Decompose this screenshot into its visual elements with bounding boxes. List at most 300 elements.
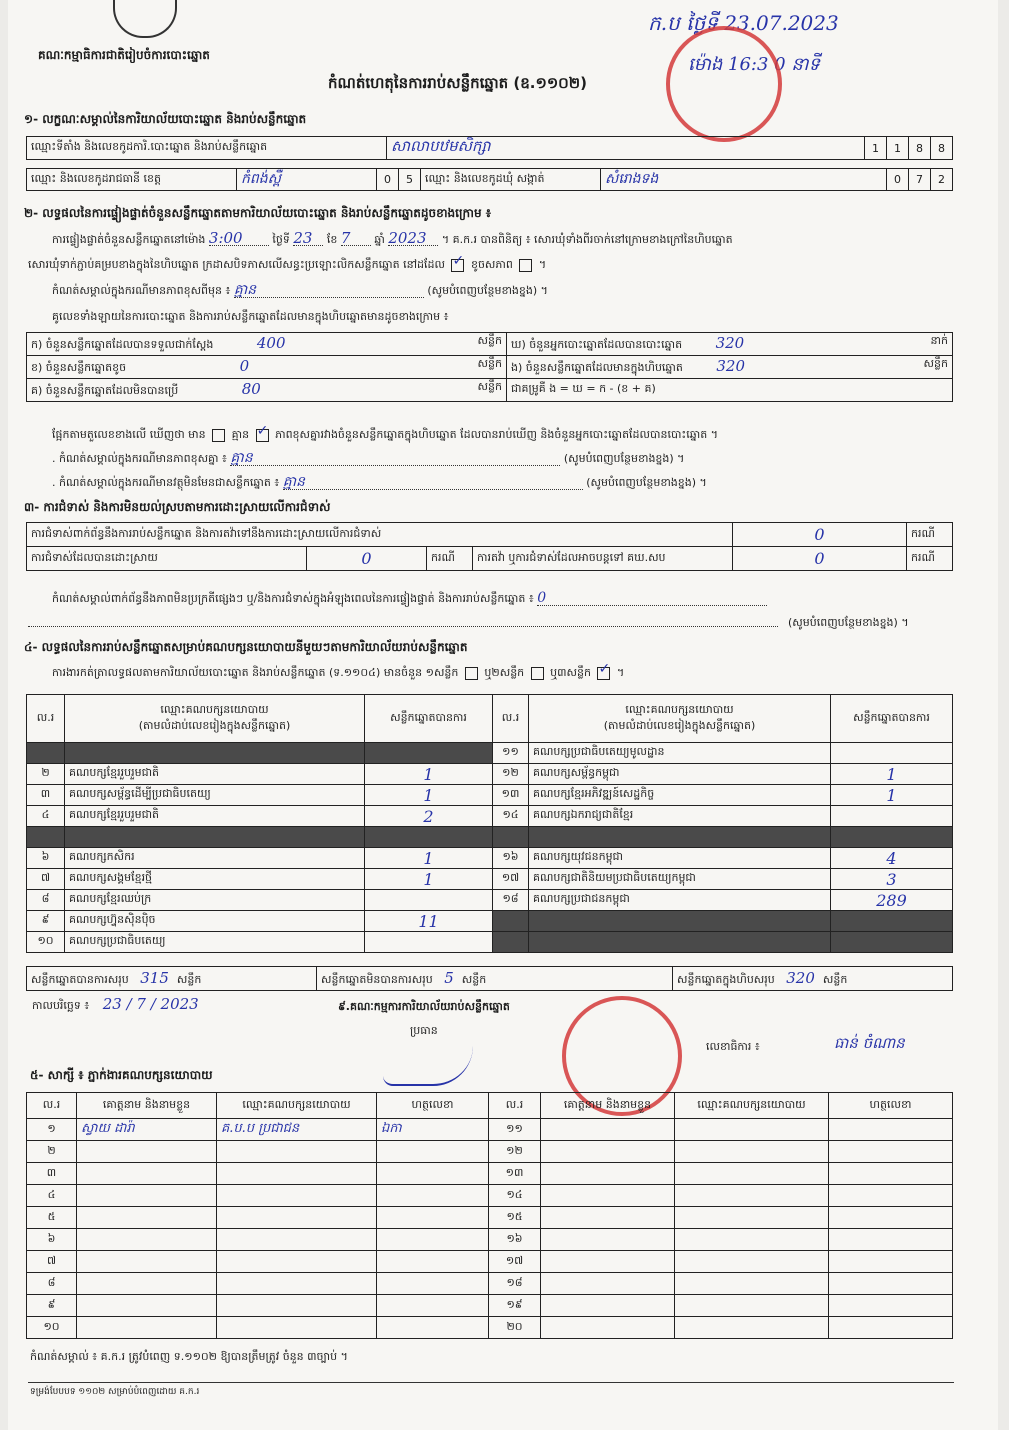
party-votes-field[interactable] <box>831 932 953 953</box>
appeal-count[interactable]: 0 <box>733 547 907 571</box>
objections-table <box>26 522 953 571</box>
col-no-header: ល.រ <box>27 695 65 743</box>
party-number: ១៨ <box>493 890 529 911</box>
case-unit: ករណី <box>427 547 473 571</box>
party-name: គណបក្សប្រជាធិបតេយ្យ <box>65 932 365 953</box>
witness-signature-field[interactable] <box>377 1273 489 1295</box>
witness-number: ១៥ <box>489 1207 541 1229</box>
party-votes-field[interactable] <box>365 932 493 953</box>
party-votes-field[interactable] <box>831 911 953 932</box>
date-label: កាលបរិច្ឆេទ ៖ <box>32 999 90 1012</box>
committee-name: គណៈកម្មាធិការជាតិរៀបចំការបោះឆ្នោត <box>38 48 210 62</box>
witness-number: ១១ <box>489 1119 541 1141</box>
irregularity-note-tail: (សូមបំពេញបន្ថែមខាងខ្នង) ។ <box>788 616 909 629</box>
witness-party-field[interactable] <box>217 1251 377 1273</box>
unused-label: គ) ចំនួនសន្លឹកឆ្នោតដែលមិនបានប្រើ <box>31 384 179 397</box>
foreign-object-label: . កំណត់សម្គាល់ក្នុងករណីមានវត្ថុមិនមែនជាសន្លឹកឆ្នោត ៖ <box>52 476 280 489</box>
party-number: ២ <box>27 764 65 785</box>
witness-number: ១៩ <box>489 1295 541 1317</box>
handwritten-date: ក.ប ថ្ងៃទី 23.07.2023 <box>648 11 839 35</box>
table-row <box>27 785 953 806</box>
party-name: គណបក្សយុវជនកម្ពុជា <box>529 848 831 869</box>
witness-col-party: ឈ្មោះគណបក្សនយោបាយ <box>675 1093 829 1119</box>
verify-label: ការផ្ទៀងផ្ទាត់ចំនួនសន្លឹកឆ្នោតនៅម៉ោង <box>52 233 206 246</box>
party-votes-field[interactable] <box>365 827 493 848</box>
date-field[interactable]: 23 / 7 / 2023 <box>102 995 199 1013</box>
table-row <box>27 1273 953 1295</box>
party-number: ៦ <box>27 848 65 869</box>
witness-number: ១៨ <box>489 1273 541 1295</box>
witness-signature-field[interactable] <box>377 1317 489 1339</box>
foreign-object-note-line <box>52 476 707 490</box>
province-code-digit[interactable]: 5 <box>399 169 421 191</box>
table-row <box>27 932 953 953</box>
seal-condition-text: សោរឃុំទាក់ភ្ជាប់គម្របខាងក្នុងនៃហិបឆ្នោត ក្រដាសបិទភាសលើសន្ធះប្រឡោះលិកសន្លឹកឆ្នោត នៅដដែល <box>28 258 445 271</box>
witness-name-field[interactable] <box>77 1185 217 1207</box>
appeal-label: ការតវ៉ា ឬការជំទាស់ដែលអាចបន្តទៅ គឃ.សប <box>473 547 733 571</box>
discrepancy-note-line <box>52 452 684 466</box>
footer-note: កំណត់សម្គាល់ ៖ គ.ក.រ ត្រូវបំពេញ ទ.១១០២ ឱ្យបានត្រឹមត្រូវ ចំនួន ៣ច្បាប់ ។ <box>30 1350 348 1363</box>
witness-name-field[interactable] <box>541 1229 675 1251</box>
one-sheet-label: ការងារកត់ត្រាលទ្ធផលតាមការិយាល័យបោះឆ្នោត និងរាប់សន្លឹកឆ្នោត (ទ.១១០៤) មានចំនួន ១សន្លឹក <box>52 666 459 679</box>
station-code-digit[interactable]: 8 <box>909 137 931 160</box>
witness-signature-field[interactable] <box>377 1229 489 1251</box>
witness-signature-field[interactable] <box>829 1185 953 1207</box>
party-header-title: ឈ្មោះគណបក្សនយោបាយ <box>625 702 734 716</box>
commune-code-digit[interactable]: 0 <box>887 169 909 191</box>
witness-signature-field[interactable] <box>829 1251 953 1273</box>
difference-note-line <box>52 284 548 298</box>
formula: ជាគម្រូគឺ ង = ឃ = ក - (ខ + គ) <box>507 379 953 402</box>
party-votes-field[interactable] <box>365 890 493 911</box>
party-name <box>529 827 831 848</box>
witness-signature-field[interactable] <box>377 1207 489 1229</box>
station-label: ឈ្មោះទីតាំង និងលេខកូដការិ.បោះឆ្នោត និងរាប់សន្លឹកឆ្នោត <box>27 137 387 160</box>
party-header-title: ឈ្មោះគណបក្សនយោបាយ <box>160 702 269 716</box>
received-label: ក) ចំនួនសន្លឹកឆ្នោតដែលបានទទួលជាក់ស្តែង <box>31 338 214 351</box>
table-row <box>27 827 953 848</box>
witness-party-field[interactable] <box>217 1207 377 1229</box>
table-row <box>27 1207 953 1229</box>
witness-name-field[interactable] <box>77 1251 217 1273</box>
witness-party-field[interactable] <box>675 1163 829 1185</box>
witness-signature-field[interactable]: ឯកា <box>377 1119 489 1141</box>
witness-number: ១៧ <box>489 1251 541 1273</box>
secretary-name[interactable]: ធាន់ ចំណាន <box>834 1034 905 1052</box>
committee-signature-title: ៩.គណៈកម្មការការិយាល័យរាប់សន្លឹកឆ្នោត <box>338 1000 510 1013</box>
note-tail: (សូមបំពេញបន្ថែមខាងខ្នង) ។ <box>563 452 685 465</box>
witness-number: ៥ <box>27 1207 77 1229</box>
chair-label: ប្រធាន <box>410 1024 438 1037</box>
party-votes-field[interactable]: 1 <box>831 785 953 806</box>
handwritten-time: ម៉ោង 16:3 0 នាទី <box>688 54 820 75</box>
witness-col-signature: ហត្ថលេខា <box>829 1093 953 1119</box>
party-number: ១៦ <box>493 848 529 869</box>
witness-name-field[interactable] <box>541 1119 675 1141</box>
party-votes-field[interactable] <box>365 743 493 764</box>
witness-party-field[interactable] <box>217 1141 377 1163</box>
irregularity-note-label: កំណត់សម្គាល់ពាក់ព័ន្ធនឹងភាពមិនប្រក្រតីផ្សេងៗ ឬ/និងការជំទាស់ក្នុងអំឡុងពេលនៃការផ្ទៀងផ្ទាត់ និងការរាប់សន្លឹកឆ្នោត ៖ <box>52 592 534 605</box>
witness-party-field[interactable] <box>675 1295 829 1317</box>
ballot-count-report-sheet <box>8 0 998 1430</box>
col-party-header <box>65 695 365 743</box>
tally-sheet-count-line: ការងារកត់ត្រាលទ្ធផលតាមការិយាល័យបោះឆ្នោត និងរាប់សន្លឹកឆ្នោត (ទ.១១០៤) មានចំនួន ១សន្លឹក ឬ២សន្លឹក ឬ៣សន្លឹក ✓ ។ <box>52 666 624 680</box>
three-sheet-checkbox[interactable] <box>597 667 610 680</box>
damaged-label: ខូចសភាព <box>470 258 513 271</box>
witness-name-field[interactable] <box>541 1317 675 1339</box>
witness-col-name: គោត្តនាម និងនាមខ្លួន <box>541 1093 675 1119</box>
col-votes-header: សន្លឹកឆ្នោតបានការ <box>831 695 953 743</box>
note-tail: (សូមបំពេញបន្ថែមខាងខ្នង) ។ <box>586 476 707 489</box>
party-votes-field[interactable] <box>831 827 953 848</box>
party-number: ១១ <box>493 743 529 764</box>
table-row <box>27 1163 953 1185</box>
party-name: គណបក្សជាតិនិយមប្រជាធិបតេយ្យកម្ពុជា <box>529 869 831 890</box>
witness-number: ១ <box>27 1119 77 1141</box>
voters-field[interactable]: 320 <box>715 334 745 352</box>
case-unit: ករណី <box>907 523 953 547</box>
verify-text: ។ គ.ក.រ បានពិនិត្យ ៖ សោរឃុំទាំងពីរចាក់នៅក្រោមខាងក្រៅនៃហិបឆ្នោត <box>441 233 733 246</box>
station-name-field[interactable]: សាលាបឋមសិក្សា <box>387 137 865 160</box>
unit: សន្លឹក <box>461 972 487 986</box>
witness-party-field[interactable] <box>217 1273 377 1295</box>
party-number: ៤ <box>27 806 65 827</box>
table-row <box>27 890 953 911</box>
table-row <box>27 1119 953 1141</box>
party-name: គណបក្សខ្មែររួបរួមជាតិ <box>65 764 365 785</box>
month-label: ខែ <box>326 233 338 246</box>
difference-note-field[interactable]: គ្មាន <box>234 284 424 298</box>
total-invalid-label: សន្លឹកឆ្នោតមិនបានការសរុប <box>321 972 433 986</box>
form-code: ទម្រង់បែបបទ ១១០២ សម្រាប់បំពេញដោយ គ.ក.រ <box>30 1387 200 1397</box>
verification-time-line <box>52 229 982 247</box>
party-header-sub: (តាមលំដាប់លេខរៀងក្នុងសន្លឹកឆ្នោត) <box>138 718 291 732</box>
party-votes-field[interactable]: 2 <box>365 806 493 827</box>
party-votes-field[interactable] <box>831 743 953 764</box>
station-code-digit[interactable]: 1 <box>887 137 909 160</box>
witness-number: ៩ <box>27 1295 77 1317</box>
discrepancy-note-field[interactable]: គ្មាន <box>230 452 560 466</box>
party-name: គណបក្សឯករាជ្យជាតិខ្មែរ <box>529 806 831 827</box>
witness-signature-field[interactable] <box>829 1229 953 1251</box>
in-box-label: ង) ចំនួនសន្លឹកឆ្នោតដែលមានក្នុងហិបឆ្នោត <box>511 361 683 374</box>
witness-name-field[interactable] <box>541 1163 675 1185</box>
witness-number: ៨ <box>27 1273 77 1295</box>
party-votes-field[interactable]: 3 <box>831 869 953 890</box>
witness-signature-field[interactable] <box>829 1295 953 1317</box>
table-row <box>27 1141 953 1163</box>
irregularity-dotted-line <box>28 626 778 627</box>
party-number <box>493 827 529 848</box>
foreign-object-field[interactable]: គ្មាន <box>283 476 583 490</box>
witness-name-field[interactable] <box>77 1295 217 1317</box>
station-identity-table <box>26 136 953 160</box>
unit: សន្លឹក <box>477 380 502 393</box>
difference-note-tail: (សូមបំពេញបន្ថែមខាងខ្នង) ។ <box>427 284 548 297</box>
party-number <box>27 743 65 764</box>
station-code-digit[interactable]: 8 <box>931 137 953 160</box>
witness-number: ៣ <box>27 1163 77 1185</box>
section3-heading: ៣- ការជំទាស់ និងការមិនយល់ស្របតាមការដោះស្រាយលើការជំទាស់ <box>24 500 331 514</box>
col-no-header: ល.រ <box>493 695 529 743</box>
party-number: ១០ <box>27 932 65 953</box>
discrepancy-note-label: . កំណត់សម្គាល់ក្នុងករណីមានភាពខុសគ្នា ៖ <box>52 452 227 465</box>
party-votes-field[interactable]: 4 <box>831 848 953 869</box>
witness-party-field[interactable] <box>217 1317 377 1339</box>
irregularity-note-line <box>52 592 767 606</box>
party-votes-field[interactable]: 1 <box>365 869 493 890</box>
year-label: ឆ្នាំ <box>374 233 385 246</box>
resolved-count[interactable]: 0 <box>307 547 427 571</box>
total-valid-field[interactable]: 315 <box>140 968 169 987</box>
table-row <box>27 1251 953 1273</box>
irregularity-note-field[interactable]: 0 <box>537 592 767 606</box>
party-votes-field[interactable]: 1 <box>365 848 493 869</box>
witness-signature-field[interactable] <box>829 1163 953 1185</box>
witness-name-field[interactable] <box>77 1163 217 1185</box>
discrepancy-no-label: គ្មាន <box>231 428 250 441</box>
witness-party-field[interactable] <box>217 1163 377 1185</box>
total-valid-label: សន្លឹកឆ្នោតបានការសរុប <box>31 972 129 986</box>
objection-count[interactable]: 0 <box>733 523 907 547</box>
witness-number: ១៦ <box>489 1229 541 1251</box>
witness-name-field[interactable] <box>77 1229 217 1251</box>
total-box-field[interactable]: 320 <box>786 968 815 987</box>
party-votes-field[interactable]: 1 <box>831 764 953 785</box>
table-row <box>27 1317 953 1339</box>
two-sheet-label: ឬ២សន្លឹក <box>484 666 525 679</box>
province-code-digit[interactable]: 0 <box>377 169 399 191</box>
chair-signature <box>383 1036 473 1086</box>
three-sheet-label: ឬ៣សន្លឹក <box>550 666 591 679</box>
party-votes-field[interactable] <box>831 806 953 827</box>
party-name: គណបក្សសម្ព័ន្ធកម្ពុជា <box>529 764 831 785</box>
verify-time-field[interactable]: 3:00 <box>209 232 269 246</box>
witness-party-field[interactable] <box>675 1273 829 1295</box>
witness-name-field[interactable] <box>541 1251 675 1273</box>
witness-name-field[interactable] <box>77 1207 217 1229</box>
one-sheet-checkbox[interactable] <box>465 667 478 680</box>
witness-name-field[interactable] <box>541 1185 675 1207</box>
day-label: ថ្ងៃទី <box>272 233 290 246</box>
discrepancy-text: ភាពខុសគ្នារវាងចំនួនសន្លឹកឆ្នោតក្នុងហិបឆ្នោត ដែលបានរាប់ឃើញ និងចំនួនអ្នកបោះឆ្នោតដែលបានបោះឆ្នោត ។ <box>275 428 718 441</box>
case-unit: ករណី <box>907 547 953 571</box>
official-stamp-top <box>666 26 782 142</box>
spoiled-field[interactable]: 0 <box>239 357 250 375</box>
table-row <box>27 869 953 890</box>
objection-label: ការជំទាស់ពាក់ព័ន្ធនឹងការរាប់សន្លឹកឆ្នោត និងការតវ៉ាទៅនឹងការដោះស្រាយលើការជំទាស់ <box>27 523 733 547</box>
table-row <box>27 911 953 932</box>
party-number: ៨ <box>27 890 65 911</box>
party-header-sub: (តាមលំដាប់លេខរៀងក្នុងសន្លឹកឆ្នោត) <box>603 718 756 732</box>
party-name: គណបក្សសម្ព័ន្ធដើម្បីប្រជាធិបតេយ្យ <box>65 785 365 806</box>
ballot-figures-table <box>26 332 953 402</box>
discrepancy-yes-label: ផ្អែកតាមតួលេខខាងលើ ឃើញថា មាន <box>52 428 206 441</box>
table-row <box>27 764 953 785</box>
secretary-label: លេខាធិការ ៖ <box>706 1040 760 1053</box>
witness-number: ១២ <box>489 1141 541 1163</box>
witness-signature-field[interactable] <box>377 1185 489 1207</box>
difference-note-label: កំណត់សម្គាល់ក្នុងករណីមានភាពខុសពីមុន ៖ <box>52 284 231 297</box>
witness-name-field[interactable] <box>77 1141 217 1163</box>
party-number: ៩ <box>27 911 65 932</box>
party-name <box>529 932 831 953</box>
section5-heading: ៥- សាក្សី ៖ ភ្នាក់ងារគណបក្សនយោបាយ <box>30 1068 213 1082</box>
province-label: ឈ្មោះ និងលេខកូដរាជធានី ខេត្ត <box>27 169 237 191</box>
damaged-checkbox[interactable] <box>519 259 532 272</box>
witness-name-field[interactable] <box>77 1273 217 1295</box>
witness-col-no: ល.រ <box>489 1093 541 1119</box>
resolved-label: ការជំទាស់ដែលបានដោះស្រាយ <box>27 547 307 571</box>
verify-year-field[interactable]: 2023 <box>388 232 438 246</box>
party-votes-field[interactable]: 289 <box>831 890 953 911</box>
witness-number: ៤ <box>27 1185 77 1207</box>
party-number: ១៧ <box>493 869 529 890</box>
totals-table <box>26 966 953 991</box>
spoiled-label: ខ) ចំនួនសន្លឹកឆ្នោតខូច <box>31 361 127 374</box>
party-votes-field[interactable]: 11 <box>365 911 493 932</box>
col-votes-header: សន្លឹកឆ្នោតបានការ <box>365 695 493 743</box>
witness-signature-field[interactable] <box>377 1295 489 1317</box>
col-party-header <box>529 695 831 743</box>
unit: នាក់ <box>930 334 948 347</box>
discrepancy-no-checkbox[interactable] <box>256 429 269 442</box>
commune-code-digit[interactable]: 2 <box>931 169 953 191</box>
witness-name-field[interactable] <box>541 1295 675 1317</box>
total-box-label: សន្លឹកឆ្នោតក្នុងហិបសរុប <box>677 972 775 986</box>
party-name <box>65 827 365 848</box>
witness-name-field[interactable]: ស្វាយ ដារ៉ា <box>77 1119 217 1141</box>
discrepancy-check-line <box>52 428 718 442</box>
witness-signature-field[interactable] <box>829 1141 953 1163</box>
party-name: គណបក្សប្រជាជនកម្ពុជា <box>529 890 831 911</box>
witness-col-signature: ហត្ថលេខា <box>377 1093 489 1119</box>
party-name: គណបក្សប្រជាធិបតេយ្យមូលដ្ឋាន <box>529 743 831 764</box>
party-number: ១២ <box>493 764 529 785</box>
verify-day-field[interactable]: 23 <box>293 232 323 246</box>
witness-signature-field[interactable] <box>829 1207 953 1229</box>
witness-name-field[interactable] <box>541 1273 675 1295</box>
witness-table <box>26 1092 953 1339</box>
witness-party-field[interactable] <box>675 1317 829 1339</box>
unit: សន្លឹក <box>176 972 202 986</box>
witness-party-field[interactable] <box>675 1251 829 1273</box>
witness-number: ២ <box>27 1141 77 1163</box>
witness-party-field[interactable] <box>217 1185 377 1207</box>
footer-rule <box>28 1382 954 1383</box>
unit: សន្លឹក <box>477 334 502 347</box>
figures-intro: គូលេខទាំងឡាយនៃការបោះឆ្នោត និងការរាប់សន្លឹកឆ្នោតដែលមានក្នុងហិបឆ្នោតមានដូចខាងក្រោម ៖ <box>52 310 449 323</box>
party-number <box>493 932 529 953</box>
witness-signature-field[interactable] <box>377 1251 489 1273</box>
two-sheet-checkbox[interactable] <box>531 667 544 680</box>
unused-field[interactable]: 80 <box>241 380 261 398</box>
table-row <box>27 1295 953 1317</box>
witness-signature-field[interactable] <box>377 1141 489 1163</box>
voters-label: ឃ) ចំនួនអ្នកបោះឆ្នោតដែលបានបោះឆ្នោត <box>511 338 683 351</box>
verify-month-field[interactable]: 7 <box>341 232 371 246</box>
witness-number: ១៣ <box>489 1163 541 1185</box>
table-row <box>27 1229 953 1251</box>
witness-name-field[interactable] <box>77 1317 217 1339</box>
party-number: ៧ <box>27 869 65 890</box>
table-row <box>27 806 953 827</box>
witness-col-no: ល.រ <box>27 1093 77 1119</box>
witness-signature-field[interactable] <box>829 1273 953 1295</box>
party-number: ៣ <box>27 785 65 806</box>
party-name <box>529 911 831 932</box>
witness-name-field[interactable] <box>541 1141 675 1163</box>
party-name <box>65 743 365 764</box>
discrepancy-yes-checkbox[interactable] <box>212 429 225 442</box>
witness-party-field[interactable] <box>675 1207 829 1229</box>
witness-number: ២០ <box>489 1317 541 1339</box>
party-number <box>493 911 529 932</box>
party-name: គណបក្សខ្មែររួបរួមជាតិ <box>65 806 365 827</box>
report-title: កំណត់ហេតុនៃការរាប់សន្លឹកឆ្នោត (ឧ.១១០២) <box>328 74 588 92</box>
witness-number: ៧ <box>27 1251 77 1273</box>
party-number: ១៤ <box>493 806 529 827</box>
witness-party-field[interactable] <box>675 1229 829 1251</box>
table-row <box>27 848 953 869</box>
witness-col-name: គោត្តនាម និងនាមខ្លួន <box>77 1093 217 1119</box>
emblem-logo <box>113 0 177 38</box>
witness-party-field[interactable] <box>675 1141 829 1163</box>
section2-heading: ២- លទ្ធផលនៃការផ្ទៀងផ្ទាត់ចំនួនសន្លឹកឆ្នោតតាមការិយាល័យបោះឆ្នោត និងរាប់សន្លឹកឆ្នោតដូចខាងក្រោម ៖ <box>24 206 492 220</box>
witness-number: ១០ <box>27 1317 77 1339</box>
witness-name-field[interactable] <box>541 1207 675 1229</box>
total-invalid-field[interactable]: 5 <box>444 968 454 987</box>
received-field[interactable]: 400 <box>256 334 286 352</box>
witness-party-field[interactable] <box>675 1119 829 1141</box>
party-name: គណបក្សកសិករ <box>65 848 365 869</box>
station-code-digit[interactable]: 1 <box>865 137 887 160</box>
in-box-field[interactable]: 320 <box>716 357 746 375</box>
party-name: គណបក្សហ្វ៊ុនស៊ិនប៉ិច <box>65 911 365 932</box>
section4-heading: ៤- លទ្ធផលនៃការរាប់សន្លឹកឆ្នោតសម្រាប់គណបក្សនយោបាយនីមួយៗតាមការិយាល័យរាប់សន្លឹកឆ្នោត <box>24 640 468 654</box>
unchanged-checkbox[interactable] <box>451 259 464 272</box>
party-votes-field[interactable]: 1 <box>365 785 493 806</box>
date-line <box>32 995 199 1013</box>
seal-condition-line: សោរឃុំទាក់ភ្ជាប់គម្របខាងក្នុងនៃហិបឆ្នោត ក្រដាសបិទភាសលើសន្ធះប្រឡោះលិកសន្លឹកឆ្នោត នៅដដែល ✓ ខូចសភាព ។ <box>28 258 546 272</box>
province-field[interactable]: កំពង់ស្ពឺ <box>237 169 377 191</box>
witness-signature-field[interactable] <box>829 1317 953 1339</box>
party-name: គណបក្សខ្មែរឈប់ក្រ <box>65 890 365 911</box>
party-number <box>27 827 65 848</box>
unit: សន្លឹក <box>822 972 848 986</box>
commune-label: ឈ្មោះ និងលេខកូដឃុំ សង្កាត់ <box>421 169 601 191</box>
province-commune-table <box>26 168 953 191</box>
witness-number: ១៤ <box>489 1185 541 1207</box>
witness-party-field[interactable] <box>217 1229 377 1251</box>
commune-code-digit[interactable]: 7 <box>909 169 931 191</box>
unit: សន្លឹក <box>923 357 948 370</box>
commune-field[interactable]: សំរោងទង <box>601 169 887 191</box>
unit: សន្លឹក <box>477 357 502 370</box>
party-votes-field[interactable]: 1 <box>365 764 493 785</box>
table-row <box>27 743 953 764</box>
witness-number: ៦ <box>27 1229 77 1251</box>
witness-party-field[interactable] <box>217 1295 377 1317</box>
party-results-table <box>26 694 953 953</box>
witness-party-field[interactable] <box>675 1185 829 1207</box>
witness-signature-field[interactable] <box>377 1163 489 1185</box>
party-name: គណបក្សខ្មែរអភិវឌ្ឍន៍សេដ្ឋកិច្ច <box>529 785 831 806</box>
witness-signature-field[interactable] <box>829 1119 953 1141</box>
witness-party-field[interactable]: គ.ប.ប ប្រជាជន <box>217 1119 377 1141</box>
witness-col-party: ឈ្មោះគណបក្សនយោបាយ <box>217 1093 377 1119</box>
party-name: គណបក្សសង្គមខ្មែរថ្មី <box>65 869 365 890</box>
